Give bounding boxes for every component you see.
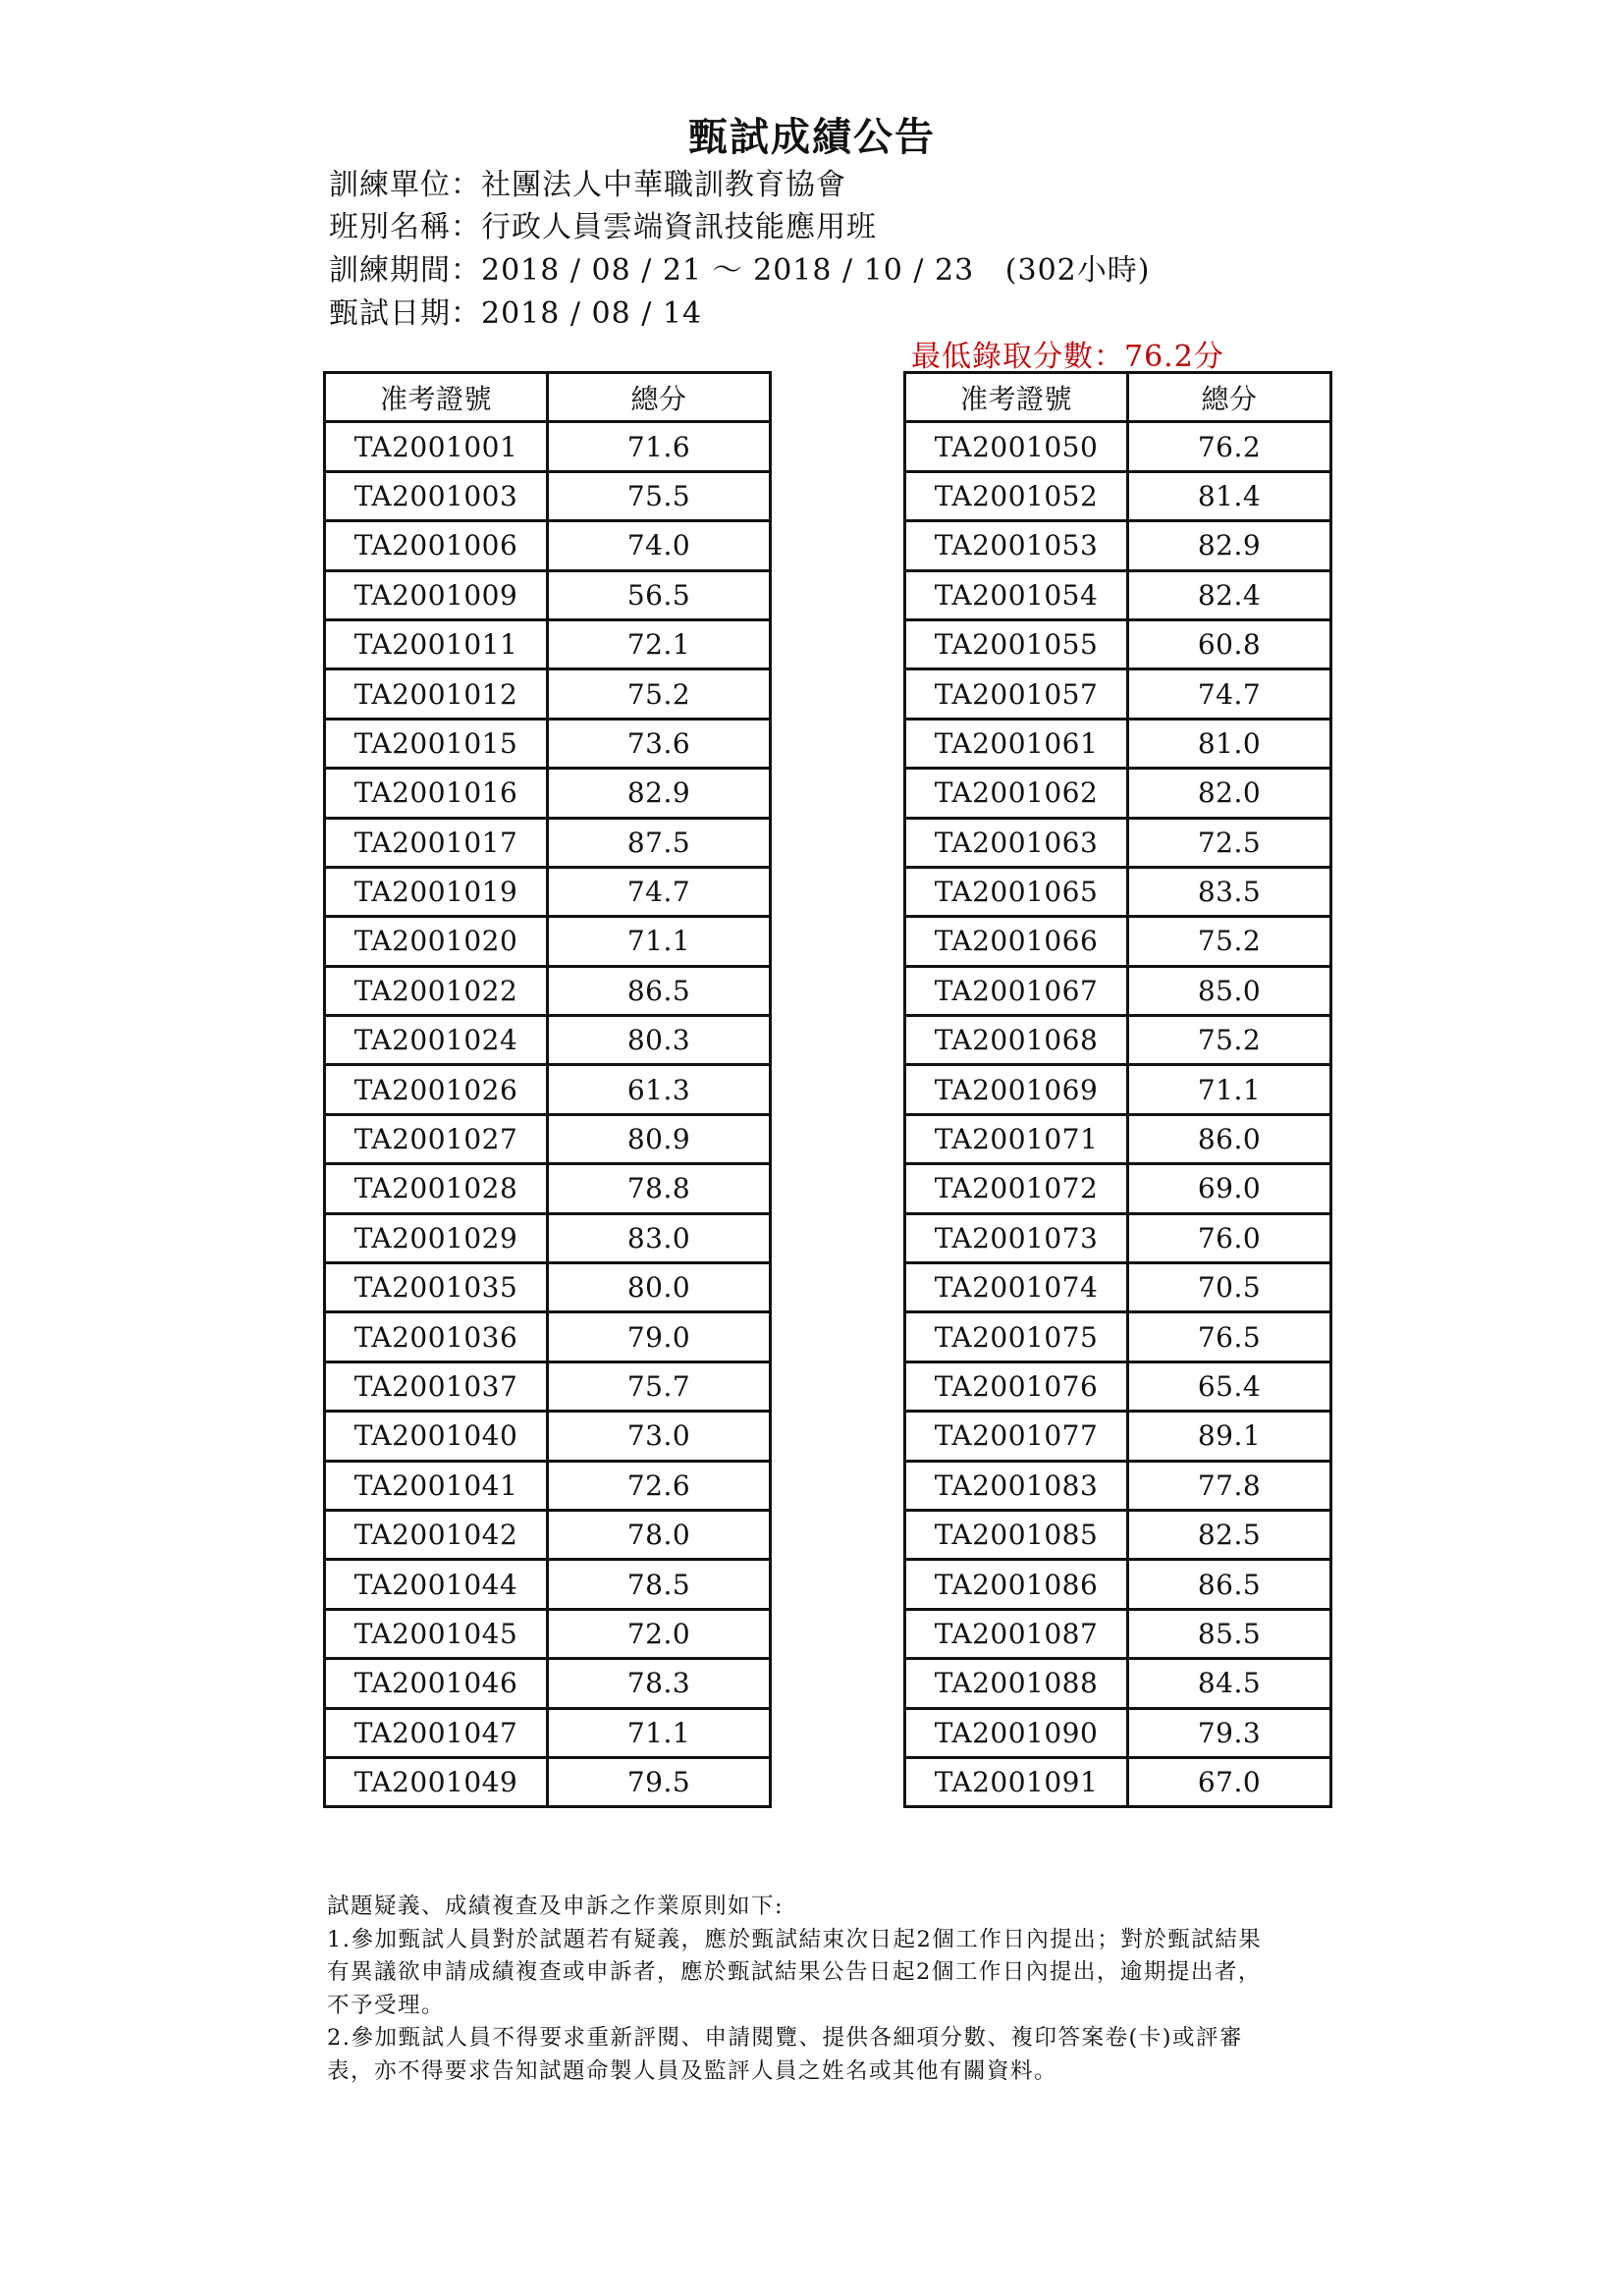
- exam-id-cell: TA2001053: [905, 521, 1128, 570]
- total-score-cell: 75.2: [1128, 917, 1331, 966]
- total-score-cell: 73.0: [548, 1412, 771, 1461]
- table-row: [905, 917, 1331, 966]
- total-score-cell: 56.5: [548, 570, 771, 619]
- table-row: [325, 1757, 771, 1806]
- exam-id-cell: TA2001062: [905, 769, 1128, 818]
- exam-id-cell: TA2001050: [905, 422, 1128, 471]
- exam-id-cell: TA2001046: [325, 1659, 548, 1708]
- exam-id-cell: TA2001052: [905, 471, 1128, 520]
- table-row: [325, 521, 771, 570]
- exam-id-cell: TA2001061: [905, 719, 1128, 768]
- total-score-cell: 72.6: [548, 1461, 771, 1510]
- total-score-cell: 78.5: [548, 1560, 771, 1609]
- exam-id-cell: TA2001077: [905, 1412, 1128, 1461]
- table-row: [325, 1263, 771, 1312]
- table-row: [325, 1213, 771, 1262]
- table-row: [325, 669, 771, 719]
- table-row: [325, 1016, 771, 1065]
- notes-line: 1.參加甄試人員對於試題若有疑義，應於甄試結束次日起2個工作日內提出；對於甄試結果: [327, 1926, 1263, 1952]
- header-exam-id: 准考證號: [905, 373, 1128, 422]
- exam-id-cell: TA2001027: [325, 1114, 548, 1163]
- exam-id-cell: TA2001028: [325, 1164, 548, 1213]
- exam-id-cell: TA2001037: [325, 1362, 548, 1411]
- exam-id-cell: TA2001011: [325, 619, 548, 668]
- exam-id-cell: TA2001019: [325, 867, 548, 916]
- table-row: [325, 570, 771, 619]
- total-score-cell: 72.1: [548, 619, 771, 668]
- table-header-row: [325, 373, 771, 422]
- exam-id-cell: TA2001001: [325, 422, 548, 471]
- table-row: [905, 570, 1331, 619]
- table-row: [905, 1560, 1331, 1609]
- exam-id-cell: TA2001044: [325, 1560, 548, 1609]
- table-row: [325, 1164, 771, 1213]
- exam-id-cell: TA2001009: [325, 570, 548, 619]
- training-period: 訓練期間：2018 / 08 / 21 ～ 2018 / 10 / 23 (302小時): [329, 253, 1151, 288]
- exam-id-cell: TA2001075: [905, 1312, 1128, 1362]
- notes-line: 不予受理。: [327, 1992, 446, 2018]
- table-row: [325, 917, 771, 966]
- table-row: [905, 521, 1331, 570]
- header-exam-id: 准考證號: [325, 373, 548, 422]
- table-row: [905, 471, 1331, 520]
- exam-id-cell: TA2001036: [325, 1312, 548, 1362]
- total-score-cell: 81.4: [1128, 471, 1331, 520]
- exam-date: 甄試日期：2018 / 08 / 14: [329, 296, 703, 331]
- exam-id-cell: TA2001073: [905, 1213, 1128, 1262]
- total-score-cell: 61.3: [548, 1065, 771, 1114]
- exam-id-cell: TA2001024: [325, 1016, 548, 1065]
- exam-id-cell: TA2001076: [905, 1362, 1128, 1411]
- exam-id-cell: TA2001083: [905, 1461, 1128, 1510]
- exam-id-cell: TA2001049: [325, 1757, 548, 1806]
- total-score-cell: 70.5: [1128, 1263, 1331, 1312]
- table-row: [325, 1114, 771, 1163]
- total-score-cell: 71.1: [548, 917, 771, 966]
- training-unit: 訓練單位：社團法人中華職訓教育協會: [329, 168, 846, 202]
- table-row: [905, 1757, 1331, 1806]
- table-header-row: [905, 373, 1331, 422]
- total-score-cell: 75.5: [548, 471, 771, 520]
- table-row: [325, 1362, 771, 1411]
- table-row: [905, 1659, 1331, 1708]
- table-row: [905, 422, 1331, 471]
- table-row: [905, 1362, 1331, 1411]
- total-score-cell: 78.3: [548, 1659, 771, 1708]
- total-score-cell: 75.7: [548, 1362, 771, 1411]
- total-score-cell: 79.0: [548, 1312, 771, 1362]
- total-score-cell: 86.0: [1128, 1114, 1331, 1163]
- total-score-cell: 80.0: [548, 1263, 771, 1312]
- table-row: [325, 1412, 771, 1461]
- total-score-cell: 80.9: [548, 1114, 771, 1163]
- total-score-cell: 69.0: [1128, 1164, 1331, 1213]
- total-score-cell: 77.8: [1128, 1461, 1331, 1510]
- table-row: [905, 1312, 1331, 1362]
- total-score-cell: 65.4: [1128, 1362, 1331, 1411]
- total-score-cell: 82.9: [548, 769, 771, 818]
- table-row: [325, 1065, 771, 1114]
- appeal-notes: [327, 1891, 1328, 2088]
- table-row: [905, 1213, 1331, 1262]
- table-row: [325, 1461, 771, 1510]
- total-score-cell: 82.5: [1128, 1510, 1331, 1559]
- exam-id-cell: TA2001003: [325, 471, 548, 520]
- table-row: [325, 719, 771, 768]
- table-row: [325, 966, 771, 1015]
- exam-id-cell: TA2001085: [905, 1510, 1128, 1559]
- exam-id-cell: TA2001069: [905, 1065, 1128, 1114]
- exam-id-cell: TA2001020: [325, 917, 548, 966]
- total-score-cell: 71.1: [548, 1708, 771, 1757]
- exam-id-cell: TA2001068: [905, 1016, 1128, 1065]
- table-row: [905, 1263, 1331, 1312]
- total-score-cell: 75.2: [1128, 1016, 1331, 1065]
- total-score-cell: 86.5: [548, 966, 771, 1015]
- table-row: [325, 1510, 771, 1559]
- exam-id-cell: TA2001074: [905, 1263, 1128, 1312]
- table-row: [905, 1412, 1331, 1461]
- minimum-admission-score: 最低錄取分數：76.2分: [911, 340, 1224, 374]
- table-row: [905, 769, 1331, 818]
- exam-id-cell: TA2001087: [905, 1609, 1128, 1658]
- table-row: [905, 1164, 1331, 1213]
- table-row: [325, 619, 771, 668]
- exam-id-cell: TA2001071: [905, 1114, 1128, 1163]
- total-score-cell: 78.8: [548, 1164, 771, 1213]
- exam-id-cell: TA2001086: [905, 1560, 1128, 1609]
- exam-id-cell: TA2001040: [325, 1412, 548, 1461]
- exam-id-cell: TA2001065: [905, 867, 1128, 916]
- page-title: 甄試成績公告: [688, 114, 936, 160]
- exam-id-cell: TA2001054: [905, 570, 1128, 619]
- table-row: [905, 966, 1331, 1015]
- exam-id-cell: TA2001055: [905, 619, 1128, 668]
- notes-heading: 試題疑義、成績複查及申訴之作業原則如下:: [327, 1894, 785, 1919]
- total-score-cell: 83.0: [548, 1213, 771, 1262]
- total-score-cell: 71.1: [1128, 1065, 1331, 1114]
- table-row: [325, 1708, 771, 1757]
- exam-id-cell: TA2001057: [905, 669, 1128, 719]
- table-row: [325, 1312, 771, 1362]
- total-score-cell: 74.0: [548, 521, 771, 570]
- total-score-cell: 87.5: [548, 818, 771, 867]
- total-score-cell: 72.5: [1128, 818, 1331, 867]
- total-score-cell: 74.7: [1128, 669, 1331, 719]
- table-row: [905, 1461, 1331, 1510]
- exam-id-cell: TA2001015: [325, 719, 548, 768]
- total-score-cell: 80.3: [548, 1016, 771, 1065]
- total-score-cell: 84.5: [1128, 1659, 1331, 1708]
- table-row: [325, 422, 771, 471]
- notes-line: 表，亦不得要求告知試題命製人員及監評人員之姓名或其他有關資料。: [327, 2057, 1058, 2084]
- total-score-cell: 85.0: [1128, 966, 1331, 1015]
- total-score-cell: 73.6: [548, 719, 771, 768]
- total-score-cell: 85.5: [1128, 1609, 1331, 1658]
- table-row: [325, 1609, 771, 1658]
- table-row: [905, 1609, 1331, 1658]
- exam-id-cell: TA2001006: [325, 521, 548, 570]
- exam-id-cell: TA2001042: [325, 1510, 548, 1559]
- total-score-cell: 86.5: [1128, 1560, 1331, 1609]
- table-row: [905, 719, 1331, 768]
- exam-id-cell: TA2001022: [325, 966, 548, 1015]
- table-row: [905, 818, 1331, 867]
- exam-id-cell: TA2001066: [905, 917, 1128, 966]
- total-score-cell: 82.9: [1128, 521, 1331, 570]
- exam-id-cell: TA2001067: [905, 966, 1128, 1015]
- table-row: [905, 1708, 1331, 1757]
- total-score-cell: 81.0: [1128, 719, 1331, 768]
- exam-id-cell: TA2001091: [905, 1757, 1128, 1806]
- exam-id-cell: TA2001041: [325, 1461, 548, 1510]
- total-score-cell: 72.0: [548, 1609, 771, 1658]
- exam-id-cell: TA2001072: [905, 1164, 1128, 1213]
- table-row: [325, 818, 771, 867]
- table-row: [905, 1016, 1331, 1065]
- exam-id-cell: TA2001012: [325, 669, 548, 719]
- total-score-cell: 78.0: [548, 1510, 771, 1559]
- table-row: [905, 867, 1331, 916]
- total-score-cell: 74.7: [548, 867, 771, 916]
- total-score-cell: 82.0: [1128, 769, 1331, 818]
- exam-id-cell: TA2001029: [325, 1213, 548, 1262]
- header-total-score: 總分: [548, 373, 771, 422]
- score-table-right: [903, 371, 1332, 1808]
- total-score-cell: 75.2: [548, 669, 771, 719]
- exam-id-cell: TA2001035: [325, 1263, 548, 1312]
- total-score-cell: 76.5: [1128, 1312, 1331, 1362]
- exam-id-cell: TA2001017: [325, 818, 548, 867]
- table-row: [325, 1560, 771, 1609]
- total-score-cell: 71.6: [548, 422, 771, 471]
- table-row: [325, 867, 771, 916]
- notes-line: 2.參加甄試人員不得要求重新評閱、申請閱覽、提供各細項分數、複印答案卷(卡)或評審: [327, 2025, 1244, 2051]
- table-row: [325, 1659, 771, 1708]
- table-row: [905, 1065, 1331, 1114]
- exam-id-cell: TA2001063: [905, 818, 1128, 867]
- exam-id-cell: TA2001088: [905, 1659, 1128, 1708]
- total-score-cell: 79.3: [1128, 1708, 1331, 1757]
- table-row: [905, 669, 1331, 719]
- exam-id-cell: TA2001045: [325, 1609, 548, 1658]
- exam-id-cell: TA2001047: [325, 1708, 548, 1757]
- total-score-cell: 67.0: [1128, 1757, 1331, 1806]
- total-score-cell: 79.5: [548, 1757, 771, 1806]
- total-score-cell: 76.0: [1128, 1213, 1331, 1262]
- exam-id-cell: TA2001016: [325, 769, 548, 818]
- table-row: [905, 1510, 1331, 1559]
- class-name: 班別名稱：行政人員雲端資訊技能應用班: [329, 210, 877, 244]
- exam-id-cell: TA2001026: [325, 1065, 548, 1114]
- total-score-cell: 60.8: [1128, 619, 1331, 668]
- score-table-left: [323, 371, 772, 1808]
- total-score-cell: 82.4: [1128, 570, 1331, 619]
- total-score-cell: 89.1: [1128, 1412, 1331, 1461]
- total-score-cell: 83.5: [1128, 867, 1331, 916]
- header-total-score: 總分: [1128, 373, 1331, 422]
- table-row: [905, 619, 1331, 668]
- exam-id-cell: TA2001090: [905, 1708, 1128, 1757]
- table-row: [325, 471, 771, 520]
- table-row: [325, 769, 771, 818]
- notes-line: 有異議欲申請成績複查或申訴者，應於甄試結果公告日起2個工作日內提出，逾期提出者，: [327, 1959, 1262, 1985]
- total-score-cell: 76.2: [1128, 422, 1331, 471]
- table-row: [905, 1114, 1331, 1163]
